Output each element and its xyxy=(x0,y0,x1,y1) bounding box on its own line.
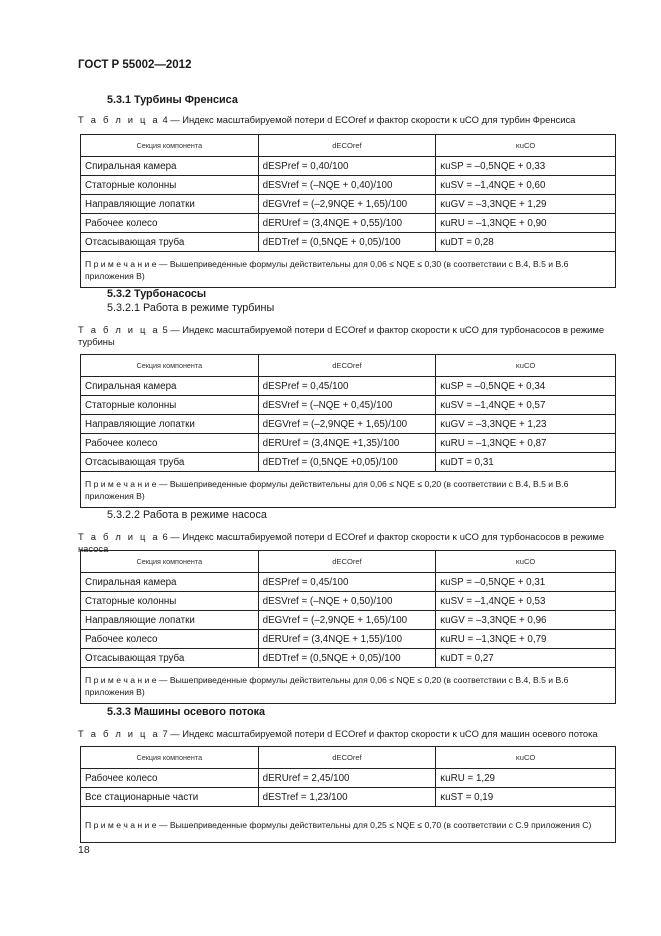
cell: Спиральная камера xyxy=(81,573,259,592)
cell: κuGV = –3,3NQE + 1,29 xyxy=(436,195,616,214)
cell: dERUref = (3,4NQE + 1,55)/100 xyxy=(258,630,436,649)
cell: Рабочее колесо xyxy=(81,434,259,453)
table-note: П р и м е ч а н и е — Вышеприведенные формулы действительны для 0,06 ≤ NQE ≤ 0,20 (в соответствии с В.4, В.5 и В.6 приложения В) xyxy=(81,472,616,508)
cell: κuGV = –3,3NQE + 1,23 xyxy=(436,415,616,434)
section-title-5-3-2: 5.3.2 Турбонасосы xyxy=(107,288,207,300)
table-header-row xyxy=(81,551,616,573)
cell: Спиральная камера xyxy=(81,377,259,396)
col-header-component: Секция компонента xyxy=(81,135,259,157)
col-header-component: Секция компонента xyxy=(81,747,259,769)
cell: Отсасывающая труба xyxy=(81,453,259,472)
table-row xyxy=(81,573,616,592)
table-row xyxy=(81,233,616,252)
cell: dEDTref = (0,5NQE + 0,05)/100 xyxy=(258,649,436,668)
table-row xyxy=(81,157,616,176)
table-row xyxy=(81,396,616,415)
cell: Направляющие лопатки xyxy=(81,195,259,214)
col-header-k: κuCO xyxy=(436,135,616,157)
table-row xyxy=(81,453,616,472)
table-row xyxy=(81,649,616,668)
cell: Направляющие лопатки xyxy=(81,611,259,630)
table-4 xyxy=(80,134,616,288)
cell: Статорные колонны xyxy=(81,176,259,195)
cell: κuSP = –0,5NQE + 0,31 xyxy=(436,573,616,592)
caption-label: Т а б л и ц а xyxy=(78,728,160,739)
col-header-k: κuCO xyxy=(436,551,616,573)
cell: dEGVref = (–2,9NQE + 1,65)/100 xyxy=(258,415,436,434)
table-note-row xyxy=(81,807,616,843)
cell: Статорные колонны xyxy=(81,592,259,611)
table-row xyxy=(81,377,616,396)
cell: dESVref = (–NQE + 0,45)/100 xyxy=(258,396,436,415)
section-title-5-3-1: 5.3.1 Турбины Френсиса xyxy=(107,94,238,106)
cell: κuDT = 0,28 xyxy=(436,233,616,252)
cell: κuSP = –0,5NQE + 0,34 xyxy=(436,377,616,396)
cell: κuRU = –1,3NQE + 0,90 xyxy=(436,214,616,233)
cell: dEDTref = (0,5NQE + 0,05)/100 xyxy=(258,233,436,252)
table-row xyxy=(81,214,616,233)
cell: κuRU = 1,29 xyxy=(436,769,616,788)
cell: κuDT = 0,27 xyxy=(436,649,616,668)
table-row xyxy=(81,630,616,649)
cell: κuSP = –0,5NQE + 0,33 xyxy=(436,157,616,176)
subsection-title-5-3-2-2: 5.3.2.2 Работа в режиме насоса xyxy=(107,509,267,521)
table-note-row xyxy=(81,472,616,508)
table-header-row xyxy=(81,355,616,377)
col-header-k: κuCO xyxy=(436,355,616,377)
table-row xyxy=(81,176,616,195)
table-7 xyxy=(80,746,616,843)
cell: κuSV = –1,4NQE + 0,53 xyxy=(436,592,616,611)
subsection-title-5-3-2-1: 5.3.2.1 Работа в режиме турбины xyxy=(107,302,275,314)
cell: dERUref = 2,45/100 xyxy=(258,769,436,788)
cell: Рабочее колесо xyxy=(81,630,259,649)
cell: Отсасывающая труба xyxy=(81,649,259,668)
cell: κuSV = –1,4NQE + 0,60 xyxy=(436,176,616,195)
table-note: П р и м е ч а н и е — Вышеприведенные формулы действительны для 0,25 ≤ NQE ≤ 0,70 (в соответствии с С.9 приложения С) xyxy=(81,807,616,843)
cell: Все стационарные части xyxy=(81,788,259,807)
cell: κuRU = –1,3NQE + 0,87 xyxy=(436,434,616,453)
table-4-caption xyxy=(78,114,616,126)
table-row xyxy=(81,195,616,214)
col-header-d: dECOref xyxy=(258,551,436,573)
section-title-5-3-3: 5.3.3 Машины осевого потока xyxy=(107,706,266,718)
cell: dERUref = (3,4NQE + 0,55)/100 xyxy=(258,214,436,233)
caption-text: 5 — Индекс масштабируемой потери d ECOref и фактор скорости κ uCO для турбонасосов в режиме турбины xyxy=(78,324,605,347)
table-header-row xyxy=(81,135,616,157)
cell: Направляющие лопатки xyxy=(81,415,259,434)
table-row xyxy=(81,788,616,807)
cell: dESVref = (–NQE + 0,40)/100 xyxy=(258,176,436,195)
cell: dESVref = (–NQE + 0,50)/100 xyxy=(258,592,436,611)
table-row xyxy=(81,611,616,630)
cell: dEGVref = (–2,9NQE + 1,65)/100 xyxy=(258,611,436,630)
col-header-d: dECOref xyxy=(258,747,436,769)
cell: κuRU = –1,3NQE + 0,79 xyxy=(436,630,616,649)
cell: Спиральная камера xyxy=(81,157,259,176)
table-5-caption xyxy=(78,324,616,348)
cell: κuSV = –1,4NQE + 0,57 xyxy=(436,396,616,415)
table-note: П р и м е ч а н и е — Вышеприведенные формулы действительны для 0,06 ≤ NQE ≤ 0,30 (в соответствии с В.4, В.5 и В.6 приложения В) xyxy=(81,252,616,288)
cell: dESPref = 0,45/100 xyxy=(258,573,436,592)
table-row xyxy=(81,592,616,611)
cell: dEGVref = (–2,9NQE + 1,65)/100 xyxy=(258,195,436,214)
cell: dESTref = 1,23/100 xyxy=(258,788,436,807)
caption-text: 4 — Индекс масштабируемой потери d ECOref и фактор скорости κ uCO для турбин Френсиса xyxy=(162,114,576,125)
table-row xyxy=(81,434,616,453)
page-number: 18 xyxy=(78,844,90,856)
table-note-row xyxy=(81,668,616,704)
caption-label: Т а б л и ц а xyxy=(78,324,160,335)
cell: κuDT = 0,31 xyxy=(436,453,616,472)
cell: dESPref = 0,45/100 xyxy=(258,377,436,396)
col-header-component: Секция компонента xyxy=(81,551,259,573)
table-row xyxy=(81,415,616,434)
caption-text: 6 — Индекс масштабируемой потери d ECOref и фактор скорости κ uCO для турбонасосов в режиме насоса xyxy=(78,531,605,554)
table-6 xyxy=(80,550,616,704)
cell: κuST = 0,19 xyxy=(436,788,616,807)
table-note-row xyxy=(81,252,616,288)
table-header-row xyxy=(81,747,616,769)
cell: dEDTref = (0,5NQE +0,05)/100 xyxy=(258,453,436,472)
cell: Отсасывающая труба xyxy=(81,233,259,252)
caption-text: 7 — Индекс масштабируемой потери d ECOref и фактор скорости κ uCO для машин осевого потока xyxy=(162,728,598,739)
col-header-k: κuCO xyxy=(436,747,616,769)
document-header: ГОСТ Р 55002—2012 xyxy=(78,59,192,71)
cell: Рабочее колесо xyxy=(81,769,259,788)
col-header-d: dECOref xyxy=(258,135,436,157)
col-header-component: Секция компонента xyxy=(81,355,259,377)
caption-label: Т а б л и ц а xyxy=(78,114,160,125)
cell: dERUref = (3,4NQE +1,35)/100 xyxy=(258,434,436,453)
table-5 xyxy=(80,354,616,508)
col-header-d: dECOref xyxy=(258,355,436,377)
cell: κuGV = –3,3NQE + 0,96 xyxy=(436,611,616,630)
cell: Статорные колонны xyxy=(81,396,259,415)
table-note: П р и м е ч а н и е — Вышеприведенные формулы действительны для 0,06 ≤ NQE ≤ 0,20 (в соответствии с В.4, В.5 и В.6 приложения В) xyxy=(81,668,616,704)
cell: Рабочее колесо xyxy=(81,214,259,233)
caption-label: Т а б л и ц а xyxy=(78,531,160,542)
cell: dESPref = 0,40/100 xyxy=(258,157,436,176)
table-7-caption xyxy=(78,728,616,740)
table-row xyxy=(81,769,616,788)
